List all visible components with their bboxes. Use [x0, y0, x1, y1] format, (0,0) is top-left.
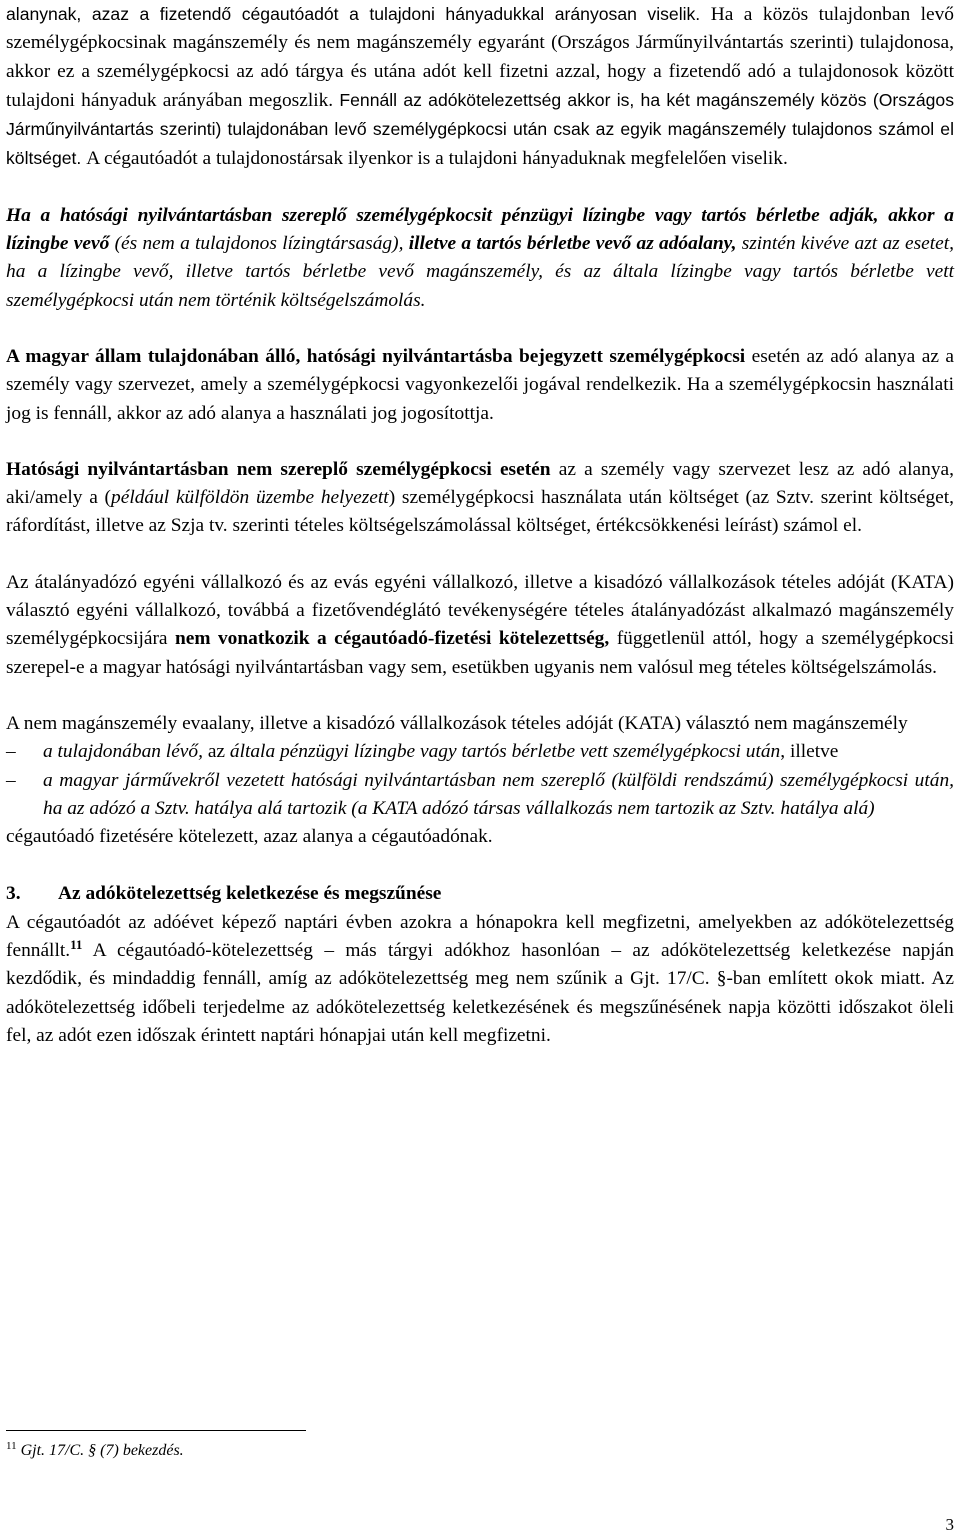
- dash-bullet: –: [6, 769, 16, 791]
- list-intro: A nem magánszemély evaalany, illetve a kisadózó vállalkozások tételes adóját (KATA) választó nem magánszemély: [6, 712, 908, 734]
- paragraph-exemptions: Az átalányadózó egyéni vállalkozó és az evás egyéni vállalkozó, illetve a kisadózó vállalkozások tételes adóját (KATA) választó egyéni vállalkozó, továbbá a fizetővendéglátó tevékenységére tételes átalányadózást alkalmazó magánszemély személygépkocsijára nem vonatkozik a cégautóadó-fizetési kötelezettség, függetlenül attól, hogy a személygépkocsi szerepel-e a magyar hatósági nyilvántartásban vagy sem, esetükben ugyanis nem valósul meg tételes költségelszámolás.: [6, 571, 954, 678]
- dash-list: [6, 738, 954, 823]
- footnote: [6, 1440, 184, 1462]
- footnote-text: Gjt. 17/C. § (7) bekezdés.: [16, 1442, 184, 1459]
- document-page: [6, 0, 954, 1050]
- list-closing: cégautóadó fizetésére kötelezett, azaz alanya a cégautóadónak.: [6, 826, 493, 848]
- footnote-separator: [6, 1430, 306, 1431]
- footnote-reference[interactable]: 11: [70, 937, 83, 953]
- section-heading: [6, 880, 954, 908]
- paragraph-unregistered: Hatósági nyilvántartásban nem szereplő személygépkocsi esetén az a személy vagy szervezet lesz az adó alanya, aki/amely a (például külföldön üzembe helyezett) személygépkocsi használata után költséget (az Sztv. szerint költséget, ráfordítást, illetve az Szja tv. szerinti tételes költségelszámolással költséget, értékcsökkenési leírást) számol el.: [6, 458, 955, 537]
- section-title: Az adókötelezettség keletkezése és megszűnése: [58, 883, 442, 905]
- list-item: – a tulajdonában lévő, az általa pénzügyi lízingbe vagy tartós bérletbe vett személygépkocsi után, illetve: [6, 738, 954, 766]
- dash-bullet: –: [6, 741, 16, 763]
- page-number: 3: [945, 1515, 954, 1534]
- paragraph-co-ownership: alanynak, azaz a fizetendő cégautóadót a tulajdoni hányadukkal arányosan viselik. Ha a közös tulajdonban levő személygépkocsinak magánszemély és nem magánszemély egyaránt (Országos Járműnyilvántartás szerinti) tulajdonosa, akkor ez a személygépkocsi az adó tárgya és utána adót kell fizetni azzal, hogy a fizetendő adó a tulajdonosok között tulajdoni hányaduk arányában megoszlik. Fennáll az adókötelezettség akkor is, ha két magánszemély közös (Országos Járműnyilvántartás szerinti) tulajdonában levő személygépkocsi után csak az egyik magánszemély tulajdonos számol el költséget. A cégautóadót a tulajdonostársak ilyenkor is a tulajdoni hányaduknak megfelelően viselik.: [6, 4, 954, 170]
- section-number: 3.: [6, 883, 21, 905]
- paragraph-leasing: Ha a hatósági nyilvántartásban szereplő személygépkocsit pénzügyi lízingbe vagy tartós bérletbe adják, akkor a lízingbe vevő (és nem a tulajdonos lízingtársaság), illetve a tartós bérletbe vevő az adóalany, szintén kivéve azt az esetet, ha a lízingbe vevő, illetve tartós bérletbe vevő magánszemély, és az általa lízingbe vagy tartós bérletbe vett személygépkocsi után nem történik költségelszámolás.: [6, 204, 954, 311]
- paragraph-state-owned: A magyar állam tulajdonában álló, hatósági nyilvántartásba bejegyzett személygépkocsi esetén az adó alanya az a személy vagy szervezet, amely a személygépkocsi vagyonkezelői jogával rendelkezik. Ha a személygépkocsin használati jog is fennáll, akkor az adó alanya a használati jog jogosítottja.: [6, 345, 954, 424]
- list-item: – a magyar járművekről vezetett hatósági nyilvántartásban nem szereplő (külföldi rendszámú) személygépkocsi után, ha az adózó a Sztv. hatálya alá tartozik (a KATA adózó társas vállalkozás nem tartozik az Sztv. hatálya alá): [6, 767, 954, 824]
- paragraph-tax-period: A cégautóadót az adóévet képező naptári évben azokra a hónapokra kell megfizetni, amelyekben az adókötelezettség fennállt.$^{11}$ A cégautóadó-kötelezettség – más tárgyi adókhoz hasonlóan – az adókötelezettség keletkezése napján kezdődik, és mindaddig fennáll, amíg az adókötelezettség meg nem szűnik a Gjt. 17/C. §-ban említett okok miatt. Az adókötelezettség időbeli terjedelme az adókötelezettség keletkezésének és megszűnésének napja közötti időszakot öleli fel, az adót ezen időszak érintett naptári hónapjai után kell megfizetni.: [6, 911, 954, 1046]
- footnote-number: 11: [6, 1440, 17, 1452]
